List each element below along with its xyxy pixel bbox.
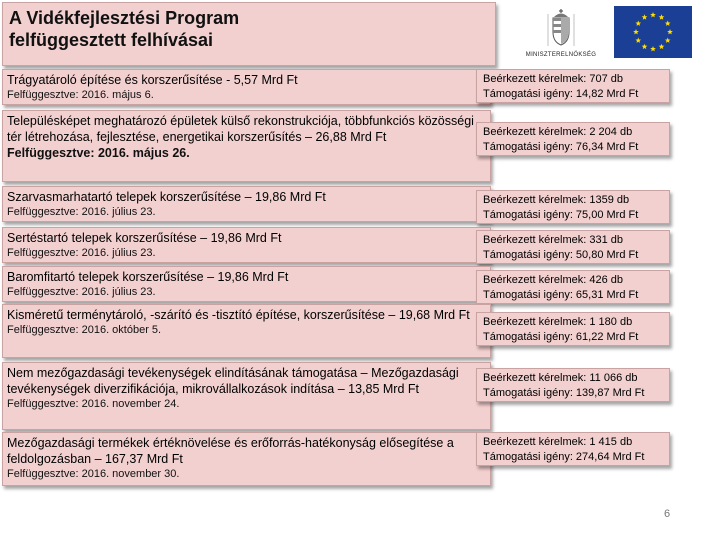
program-stats-box — [476, 190, 670, 224]
program-stats-box — [476, 432, 670, 466]
eu-star-icon — [642, 14, 648, 19]
suspended-date: Felfüggesztve: 2016. július 23. — [7, 247, 156, 259]
eu-flag-icon — [614, 6, 692, 58]
page-number: 6 — [664, 508, 671, 520]
program-title: Trágyatároló építése és korszerűsítése - 5,57 Mrd Ft — [7, 73, 298, 87]
received-applications: Beérkezett kérelmek: 1359 db — [483, 194, 630, 206]
received-applications: Beérkezett kérelmek: 1 180 db — [483, 316, 633, 328]
suspended-date: Felfüggesztve: 2016. május 6. — [7, 89, 154, 101]
received-applications: Beérkezett kérelmek: 331 db — [483, 234, 624, 246]
eu-star-icon — [650, 46, 656, 51]
received-applications: Beérkezett kérelmek: 11 066 db — [483, 372, 638, 384]
suspended-date: Felfüggesztve: 2016. július 23. — [7, 286, 156, 298]
slide-title-line1: A Vidékfejlesztési Program — [9, 8, 240, 28]
program-stats-box — [476, 368, 670, 402]
eu-star-icon — [650, 12, 656, 17]
ministry-logo — [512, 8, 610, 60]
eu-star-icon — [665, 38, 671, 43]
support-demand: Támogatási igény: 75,00 Mrd Ft — [483, 209, 639, 221]
slide-title-box — [2, 2, 496, 66]
support-demand: Támogatási igény: 65,31 Mrd Ft — [483, 289, 639, 301]
suspended-date: Felfüggesztve: 2016. október 5. — [7, 324, 162, 336]
eu-star-icon — [667, 29, 673, 34]
suspended-date: Felfüggesztve: 2016. november 30. — [7, 468, 180, 480]
program-info-box — [2, 110, 491, 182]
program-title: Sertéstartó telepek korszerűsítése – 19,86 Mrd Ft — [7, 231, 282, 245]
suspended-date: Felfüggesztve: 2016. május 26. — [7, 146, 190, 160]
eu-star-icon — [642, 44, 648, 49]
program-info-box — [2, 304, 491, 358]
program-title: Nem mezőgazdasági tevékenységek elindításának támogatása – Mezőgazdasági tevékenységek diverzifikációja, mikrovállalkozások indítása – 13,85 Mrd Ft — [7, 366, 459, 396]
suspended-date: Felfüggesztve: 2016. július 23. — [7, 206, 156, 218]
support-demand: Támogatási igény: 76,34 Mrd Ft — [483, 141, 639, 153]
program-info-box — [2, 69, 491, 105]
program-stats-box — [476, 122, 670, 156]
program-info-box — [2, 186, 491, 222]
support-demand: Támogatási igény: 274,64 Mrd Ft — [483, 451, 645, 463]
program-title: Baromfitartó telepek korszerűsítése – 19,86 Mrd Ft — [7, 270, 289, 284]
program-title: Szarvasmarhatartó telepek korszerűsítése – 19,86 Mrd Ft — [7, 190, 326, 204]
program-stats-box — [476, 270, 670, 304]
program-info-box — [2, 362, 491, 430]
support-demand: Támogatási igény: 139,87 Mrd Ft — [483, 387, 645, 399]
program-info-box — [2, 227, 491, 263]
ministry-label: MINISZTERELNÖKSÉG — [525, 52, 597, 58]
support-demand: Támogatási igény: 61,22 Mrd Ft — [483, 331, 639, 343]
slide-title-line2: felfüggesztett felhívásai — [9, 30, 214, 50]
program-title: Mezőgazdasági termékek értéknövelése és erőforrás-hatékonyság elősegítése a feldolgozásban – 167,37 Mrd Ft — [7, 436, 454, 466]
program-title: Kisméretű terménytároló, -szárító és -tisztító építése, korszerűsítése – 19,68 Mrd Ft — [7, 308, 470, 322]
program-info-box — [2, 432, 491, 486]
eu-star-icon — [659, 44, 665, 49]
eu-star-icon — [635, 38, 641, 43]
eu-star-icon — [659, 14, 665, 19]
received-applications: Beérkezett kérelmek: 1 415 db — [483, 436, 633, 448]
program-title: Településképet meghatározó épületek külső rekonstrukciója, többfunkciós közösségi tér létrehozása, fejlesztése, energetikai korszerűsítés – 26,88 Mrd Ft — [7, 114, 474, 144]
program-stats-box — [476, 230, 670, 264]
received-applications: Beérkezett kérelmek: 2 204 db — [483, 126, 633, 138]
support-demand: Támogatási igény: 14,82 Mrd Ft — [483, 88, 639, 100]
eu-star-icon — [635, 21, 641, 26]
program-stats-box — [476, 69, 670, 103]
received-applications: Beérkezett kérelmek: 707 db — [483, 73, 624, 85]
received-applications: Beérkezett kérelmek: 426 db — [483, 274, 624, 286]
hungarian-coat-of-arms-icon — [512, 8, 610, 52]
support-demand: Támogatási igény: 50,80 Mrd Ft — [483, 249, 639, 261]
eu-star-icon — [665, 21, 671, 26]
program-info-box — [2, 266, 491, 302]
program-stats-box — [476, 312, 670, 346]
eu-star-icon — [633, 29, 639, 34]
suspended-date: Felfüggesztve: 2016. november 24. — [7, 398, 180, 410]
